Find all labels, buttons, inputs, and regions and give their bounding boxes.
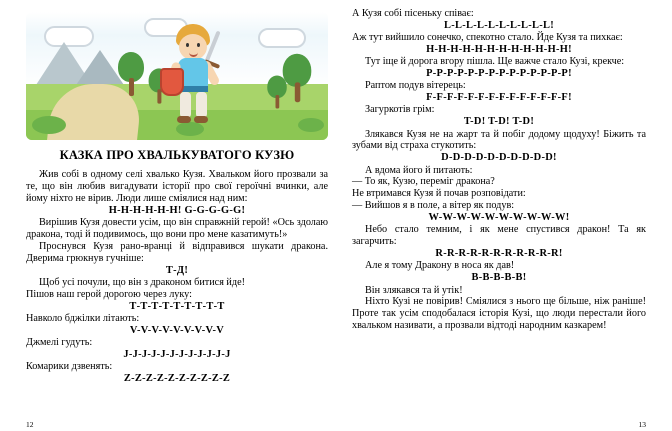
bush-icon — [32, 116, 66, 134]
shoe-right — [194, 116, 208, 123]
bush-icon — [298, 118, 324, 132]
story-paragraph: Загуркотів грім: — [365, 104, 435, 116]
story-paragraph: Аж тут вийшило сонечко, спекотно стало. Йде Кузя та пихкає: — [352, 32, 623, 44]
story-paragraph: Вирішив Кузя довести усім, що він справжній герой! «Ось здолаю дракона, тоді й подивимось, що вони про мене казатимуть!» — [26, 216, 328, 240]
sound-line: V-V-V-V-V-V-V-V-V — [129, 324, 225, 336]
page-number-left: 12 — [26, 420, 34, 429]
story-dialogue: — То як, Кузю, переміг дракона? — [352, 176, 495, 188]
tree-icon — [267, 76, 287, 109]
story-paragraph: Раптом подув вітерець: — [365, 80, 466, 92]
eye-left — [186, 43, 189, 47]
story-paragraph: Жив собі в одному селі хвалько Кузя. Хвальком його прозвали за те, що він любив вигадувати історії про свої героїчні вчинки, але йому ніхто не вірив. Люди лише сміялися над ним: — [26, 169, 328, 204]
story-illustration — [26, 12, 328, 140]
story-paragraph: Щоб усі почули, що він з драконом битися йде! — [39, 276, 245, 288]
shoe-left — [177, 116, 191, 123]
story-paragraph: Проснувся Кузя рано-вранці й відправився шукати дракона. Дверима грюкнув гучніше: — [26, 240, 328, 264]
story-paragraph: Ніхто Кузі не повірив! Сміялися з нього ще більше, ніж раніше! Проте так усім сподобалася історія Кузі, що люди перестали його хвальком називати, а прозвали відтоді народним казкарем! — [352, 296, 646, 332]
eye-right — [197, 43, 200, 47]
sound-line: T-D! T-D! T-D! — [463, 116, 535, 128]
cloud-icon — [258, 28, 306, 48]
story-paragraph: Джмелі гудуть: — [26, 336, 93, 348]
boy-character — [158, 22, 228, 134]
leg-left — [180, 92, 191, 118]
sound-line: Z-Z-Z-Z-Z-Z-Z-Z-Z-Z — [123, 372, 231, 384]
sound-line: W-W-W-W-W-W-W-W-W-W! — [428, 212, 570, 224]
sound-line: L-L-L-L-L-L-L-L-L-L! — [444, 19, 554, 31]
tree-icon — [118, 52, 144, 96]
shield-icon — [160, 68, 184, 96]
story-paragraph: Небо стало темним, і як мене спустився дракон! Та як загарчить: — [352, 224, 646, 248]
story-paragraph: Він злякався та й утік! — [365, 284, 463, 296]
sound-line: F-F-F-F-F-F-F-F-F-F-F-F-F-F! — [426, 92, 572, 104]
story-paragraph: Комарики дзвенять: — [26, 360, 113, 372]
sound-line: J-J-J-J-J-J-J-J-J-J-J-J — [123, 348, 231, 360]
story-paragraph: А вдома його й питають: — [365, 164, 473, 176]
sound-line: B-B-B-B-B! — [471, 272, 527, 284]
story-paragraph: Але я тому Дракону в носа як дав! — [365, 260, 515, 272]
sound-line: Н-Н-Н-Н-Н-Н-Н-Н-Н-Н-Н-Н! — [426, 44, 572, 56]
leg-right — [196, 92, 207, 118]
tree-icon — [283, 54, 312, 102]
story-paragraph: А Кузя собі пісеньку співає: — [352, 8, 474, 19]
sound-line: R-R-R-R-R-R-R-R-R-R-R! — [435, 248, 563, 260]
left-page — [10, 8, 342, 431]
story-paragraph: Пішов наш герой дорогою через луку: — [26, 288, 192, 300]
story-paragraph: Навколо бджілки літають: — [26, 312, 140, 324]
story-paragraph: Тут іще й дорога вгору пішла. Ще важче стало Кузі, крекче: — [365, 56, 625, 68]
page-number-right: 13 — [638, 420, 646, 429]
sound-line: D-D-D-D-D-D-D-D-D-D! — [441, 152, 557, 164]
sound-line: Т-Т-Т-Т-Т-Т-Т-Т-Т — [129, 300, 225, 312]
page-title: КАЗКА ПРО ХВАЛЬКУВАТОГО КУЗЮ — [59, 148, 295, 162]
sound-line: Р-Р-Р-Р-Р-Р-Р-Р-Р-Р-Р-Р-Р-Р! — [426, 68, 572, 80]
right-page — [342, 8, 662, 431]
sound-line: Т-Д! — [165, 264, 189, 276]
story-paragraph: Не втримався Кузя й почав розповідати: — [352, 188, 526, 200]
sound-line: Н-Н-Н-Н-Н-Н! G-G-G-G-G! — [108, 204, 246, 216]
story-dialogue: — Вийшов я в поле, а вітер як подув: — [352, 200, 515, 212]
story-paragraph: Злякався Кузя не на жарт та й побіг додому щодуху! Біжить та зубами від страха стукотить: — [352, 128, 646, 152]
